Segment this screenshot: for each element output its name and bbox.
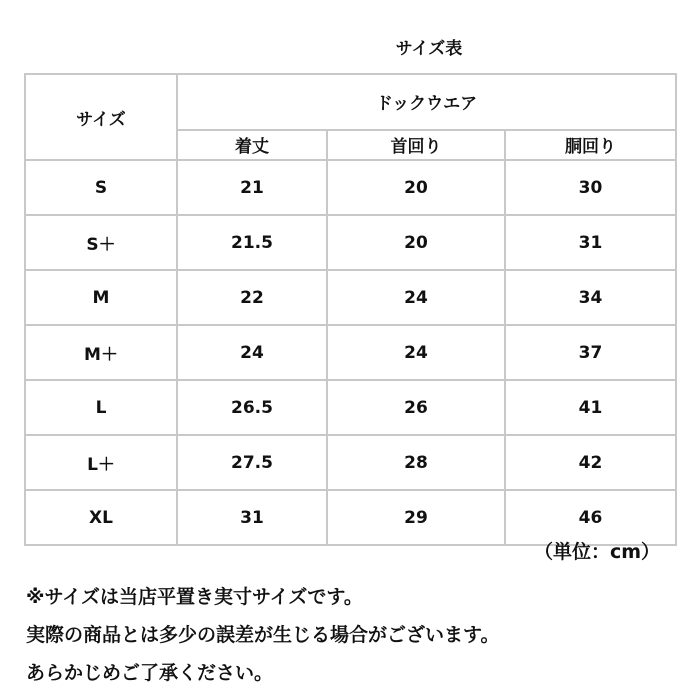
table-row — [25, 215, 676, 270]
size-cell: M＋ — [25, 325, 177, 380]
unit-note: （単位：cm） — [533, 541, 660, 563]
table-row — [25, 160, 676, 215]
table-row — [25, 435, 676, 490]
note-line: あらかじめご了承ください。 — [26, 662, 274, 684]
waist-cell: 41 — [505, 380, 676, 435]
neck-cell: 24 — [327, 325, 505, 380]
table-row — [25, 380, 676, 435]
size-cell: XL — [25, 490, 177, 545]
waist-cell: 42 — [505, 435, 676, 490]
note-line: ※サイズは当店平置き実寸サイズです。 — [26, 586, 363, 608]
length-cell: 31 — [177, 490, 327, 545]
size-table — [24, 73, 677, 546]
size-cell: M — [25, 270, 177, 325]
notes-block — [26, 578, 686, 692]
column-header-neck: 首回り — [327, 130, 505, 160]
group-header: ドックウエア — [177, 74, 676, 130]
length-cell: 24 — [177, 325, 327, 380]
waist-cell: 34 — [505, 270, 676, 325]
table-header-row — [25, 74, 676, 130]
neck-cell: 28 — [327, 435, 505, 490]
length-cell: 27.5 — [177, 435, 327, 490]
waist-cell: 31 — [505, 215, 676, 270]
table-row — [25, 270, 676, 325]
neck-cell: 20 — [327, 160, 505, 215]
neck-cell: 29 — [327, 490, 505, 545]
neck-cell: 26 — [327, 380, 505, 435]
waist-cell: 30 — [505, 160, 676, 215]
length-cell: 22 — [177, 270, 327, 325]
page-title: サイズ表 — [395, 39, 463, 59]
size-column-header: サイズ — [25, 74, 177, 160]
length-cell: 26.5 — [177, 380, 327, 435]
length-cell: 21.5 — [177, 215, 327, 270]
size-cell: L — [25, 380, 177, 435]
length-cell: 21 — [177, 160, 327, 215]
column-header-waist: 胴回り — [505, 130, 676, 160]
neck-cell: 20 — [327, 215, 505, 270]
size-cell: L＋ — [25, 435, 177, 490]
column-header-length: 着丈 — [177, 130, 327, 160]
size-cell: S — [25, 160, 177, 215]
neck-cell: 24 — [327, 270, 505, 325]
waist-cell: 46 — [505, 490, 676, 545]
size-cell: S＋ — [25, 215, 177, 270]
table-row — [25, 325, 676, 380]
waist-cell: 37 — [505, 325, 676, 380]
note-line: 実際の商品とは多少の誤差が生じる場合がございます。 — [26, 624, 500, 646]
